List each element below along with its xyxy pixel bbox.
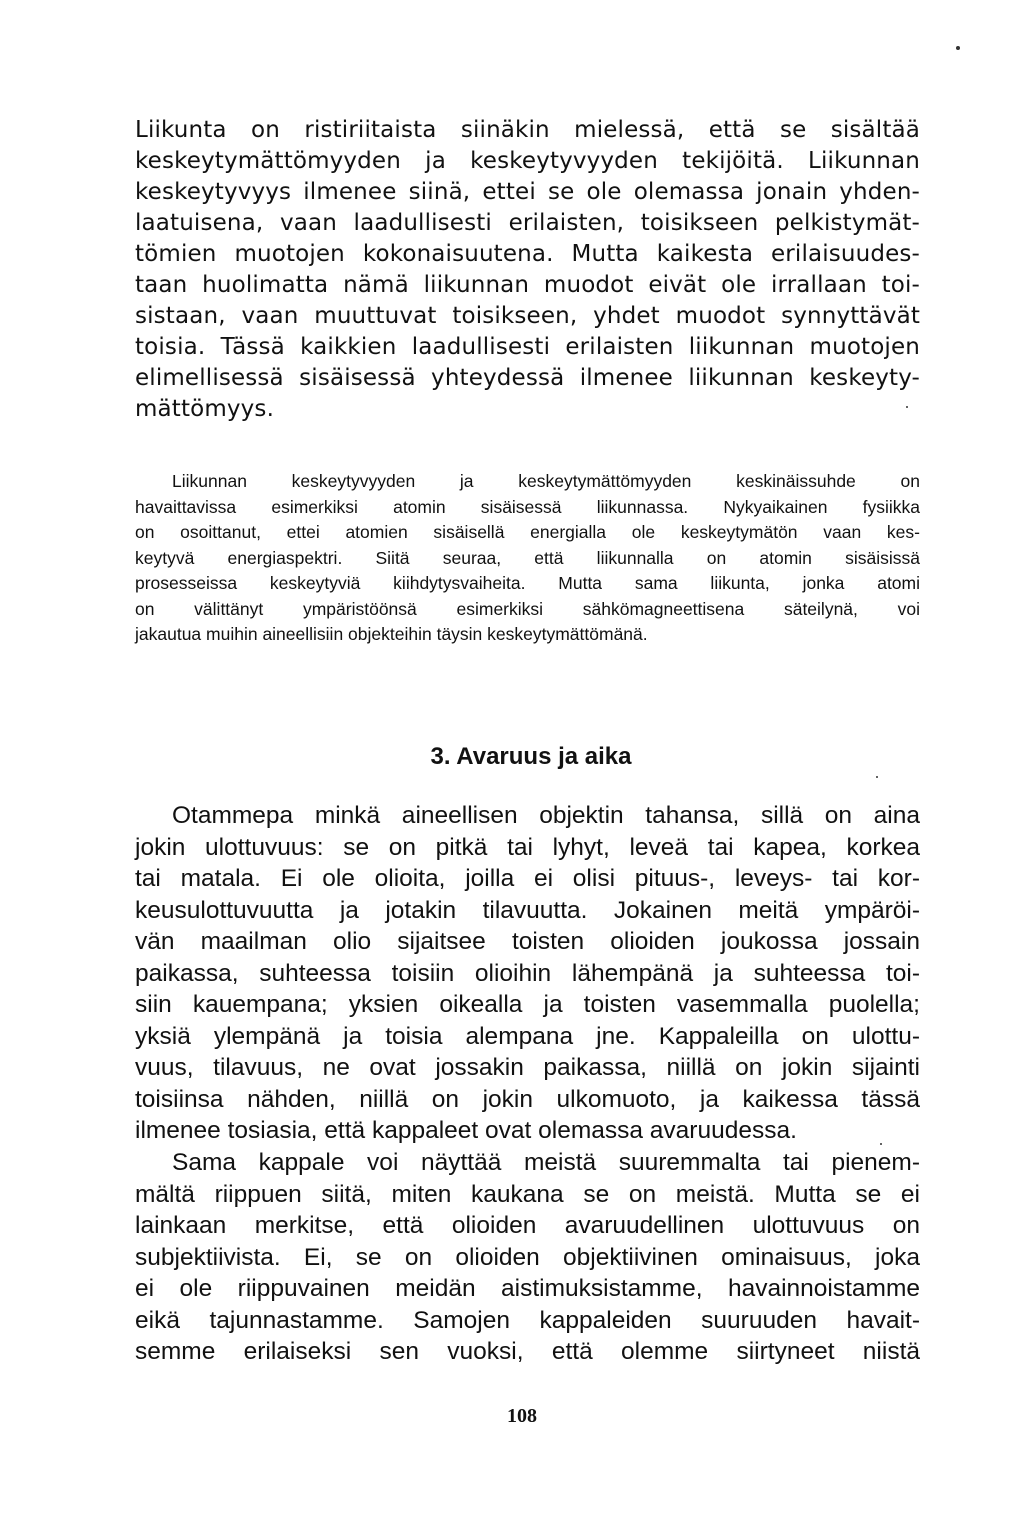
text-line: yksiä ylempänä ja toisia alempana jne. Kappaleilla on ulottu- (135, 1022, 920, 1050)
text-line: keskeytymättömyyden ja keskeytyvyyden tekijöitä. Liikunnan (135, 148, 920, 174)
paragraph-2-small-print (135, 469, 920, 648)
section-heading: 3. Avaruus ja aika (430, 743, 632, 770)
text-line: tömien muotojen kokonaisuutena. Mutta kaikesta erilaisuudes- (135, 241, 920, 267)
text-line: prosesseissa keskeytyviä kiihdytysvaiheita. Mutta sama liikunta, jonka atomi (135, 573, 920, 593)
text-line: vän maailman olio sijaitsee toisten olioiden joukossa jossain (135, 928, 920, 955)
text-line: subjektiivista. Ei, se on olioiden objektiivinen ominaisuus, joka (135, 1243, 920, 1271)
scan-speck (880, 1143, 882, 1145)
text-line: Liikunnan keskeytyvyyden ja keskeytymättömyyden keskinäissuhde on (172, 471, 920, 491)
scan-speck (906, 406, 908, 408)
text-line: sistaan, vaan muuttuvat toisikseen, yhdet muodot synnyttävät (135, 303, 920, 329)
text-line: eikä tajunnastamme. Samojen kappaleiden suuruuden havait- (135, 1306, 920, 1334)
text-line: vuus, tilavuus, ne ovat jossakin paikassa, niillä on jokin sijainti (135, 1054, 920, 1081)
text-line: Otammepa minkä aineellisen objektin tahansa, sillä on aina (172, 802, 920, 829)
text-line: paikassa, suhteessa toisiin olioihin lähempänä ja suhteessa toi- (135, 959, 920, 987)
paragraph-3 (135, 800, 920, 1147)
text-line: ilmenee tosiasia, että kappaleet ovat olemassa avaruudessa. (135, 1117, 797, 1144)
paragraph-1 (135, 115, 920, 425)
text-line: semme erilaiseksi sen vuoksi, että olemme siirtyneet niistä (135, 1338, 920, 1365)
text-line: lainkaan merkitse, että olioiden avaruudellinen ulottuvuus on (135, 1212, 920, 1239)
text-line: on välittänyt ympäristöönsä esimerkiksi sähkömagneettisena säteilynä, voi (135, 598, 920, 619)
text-line: keusulottuvuutta ja jotakin tilavuutta. Jokainen meitä ympäröi- (135, 896, 920, 924)
text-line: Sama kappale voi näyttää meistä suuremmalta tai pienem- (172, 1149, 920, 1176)
text-line: havaittavissa esimerkiksi atomin sisäisessä liikunnassa. Nykyaikainen fysiikka (135, 496, 920, 517)
text-line: Liikunta on ristiriitaista siinäkin mielessä, että se sisältää (135, 117, 920, 143)
text-line: mättömyys. (135, 396, 275, 422)
paragraph-4 (135, 1147, 920, 1368)
scan-speck (876, 776, 878, 778)
text-line: mältä riippuen siitä, miten kaukana se on meistä. Mutta se ei (135, 1180, 920, 1208)
scan-speck (956, 46, 960, 50)
text-line: toisia. Tässä kaikkien laadullisesti erilaisten liikunnan muotojen (135, 334, 920, 360)
text-line: taan huolimatta nämä liikunnan muodot eivät ole irrallaan toi- (135, 272, 920, 298)
text-line: toisiinsa nähden, niillä on jokin ulkomuoto, ja kaikessa tässä (135, 1085, 920, 1113)
text-line: jokin ulottuvuus: se on pitkä tai lyhyt, leveä tai kapea, korkea (135, 833, 920, 861)
text-line: keytyvä energiaspektri. Siitä seuraa, että liikunnalla on atomin sisäisissä (135, 547, 920, 568)
text-line: tai matala. Ei ole olioita, joilla ei olisi pituus-, leveys- tai kor- (135, 865, 920, 892)
text-line: siin kauempana; yksien oikealla ja toisten vasemmalla puolella; (135, 991, 920, 1018)
text-line: jakautua muihin aineellisiin objekteihin täysin keskeytymättömänä. (135, 624, 648, 644)
text-line: ei ole riippuvainen meidän aistimuksistamme, havainnoistamme (135, 1275, 920, 1302)
text-line: keskeytyvyys ilmenee siinä, ettei se ole olemassa jonain yhden- (135, 179, 920, 205)
text-line: laatuisena, vaan laadullisesti erilaisten, toisikseen pelkistymät- (135, 210, 920, 236)
text-line: elimellisessä sisäisessä yhteydessä ilmenee liikunnan keskeyty- (135, 365, 920, 391)
page-number: 108 (507, 1405, 537, 1427)
text-line: on osoittanut, ettei atomien sisäisellä energialla ole keskeytymätön vaan kes- (135, 522, 920, 542)
